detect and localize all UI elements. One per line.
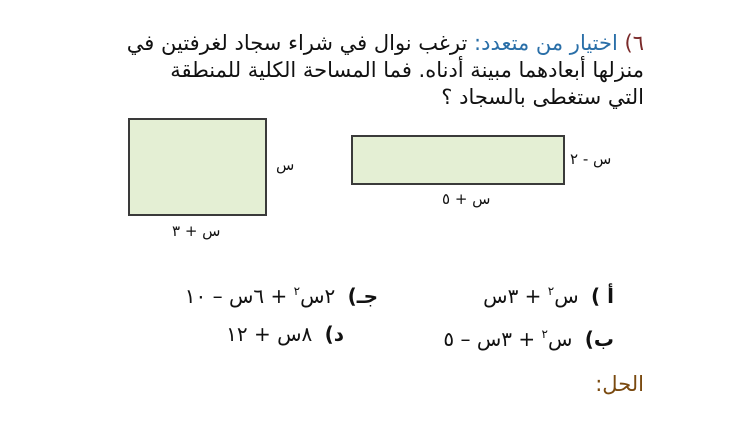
question-type: اختيار من متعدد:: [474, 31, 618, 55]
option-b-exponent: ٢: [541, 327, 548, 341]
question-number: ٦): [624, 31, 644, 55]
question-text-1: ترغب نوال في شراء سجاد لغرفتين في: [126, 31, 468, 55]
question-line-3: التي ستغطى بالسجاد ؟: [441, 85, 644, 109]
option-d-letter: د): [324, 322, 344, 346]
option-c-exponent: ٢: [293, 284, 301, 298]
option-c-term2: + ٦س – ١٠: [184, 284, 288, 308]
option-c[interactable]: [185, 278, 378, 309]
question-line-1: [127, 30, 644, 56]
option-a-letter: أ ): [591, 284, 614, 308]
option-a[interactable]: [483, 278, 614, 309]
option-b-letter: ب): [584, 327, 614, 351]
option-d[interactable]: [226, 321, 344, 347]
option-b-term2: + ٣س – ٥: [443, 327, 536, 351]
room-2-rectangle: [351, 135, 565, 185]
option-d-text: ٨س + ١٢: [226, 322, 313, 346]
option-a-exponent: ٢: [547, 284, 555, 298]
option-a-term1: س: [554, 284, 579, 308]
room-1-rectangle: [128, 118, 267, 216]
question-line-2: منزلها أبعادهما مبينة أدناه. فما المساحة الكلية للمنطقة: [170, 58, 644, 82]
solution-label: الحل:: [595, 372, 644, 396]
room-2-side-label: س - ٢: [570, 150, 612, 168]
option-b-term1: س: [547, 327, 573, 351]
option-c-term1: ٢س: [300, 284, 336, 308]
room-2-bottom-label: س + ٥: [442, 190, 491, 208]
option-a-term2: + ٣س: [483, 284, 542, 308]
room-1-side-label: س: [276, 156, 295, 174]
option-b[interactable]: [443, 321, 614, 352]
option-c-letter: جـ): [347, 284, 378, 308]
room-1-bottom-label: س + ٣: [172, 222, 221, 240]
